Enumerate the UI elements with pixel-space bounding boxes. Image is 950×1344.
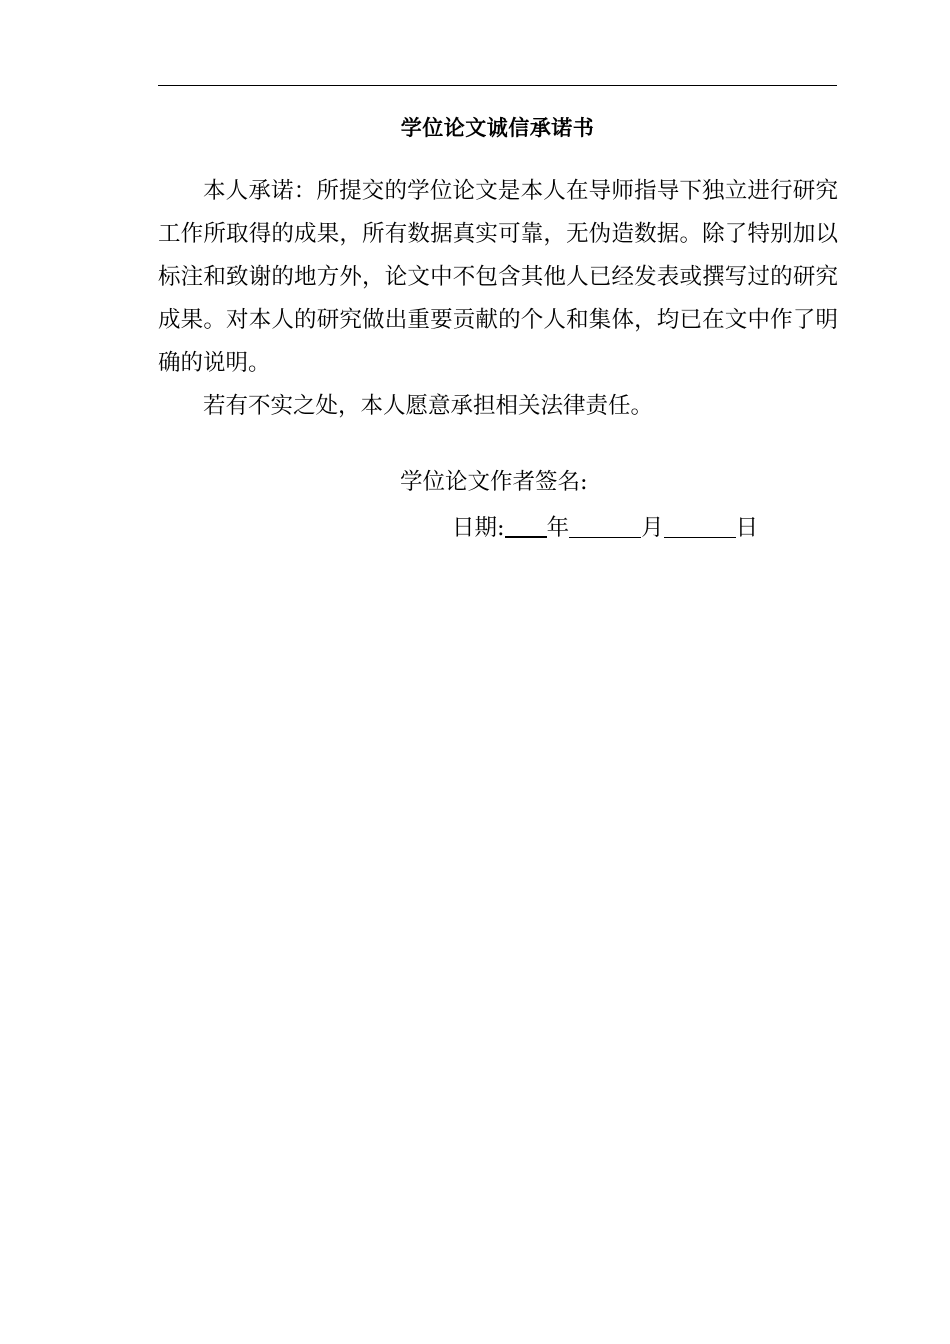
year-blank [505,514,547,538]
day-blank [664,515,736,538]
header-rule [158,85,837,86]
commitment-paragraph: 本人承诺：所提交的学位论文是本人在导师指导下独立进行研究工作所取得的成果，所有数据真实可靠，无伪造数据。除了特别加以标注和致谢的地方外，论文中不包含其他人已经发表或撰写过的研究成果。对本人的研究做出重要贡献的个人和集体，均已在文中作了明确的说明。 [158,178,838,376]
year-label: 年 [546,515,570,541]
month-label: 月 [641,515,664,541]
page-title: 学位论文诚信承诺书 [400,116,595,140]
month-blank [569,515,641,538]
day-label: 日 [735,515,759,541]
author-signature-line [400,462,588,502]
date-label: 日期: [452,515,505,541]
liability-paragraph: 若有不实之处，本人愿意承担相关法律责任。 [203,393,654,419]
date-line [452,508,758,548]
commitment-body [158,170,838,428]
signature-label: 学位论文作者签名: [400,469,588,495]
